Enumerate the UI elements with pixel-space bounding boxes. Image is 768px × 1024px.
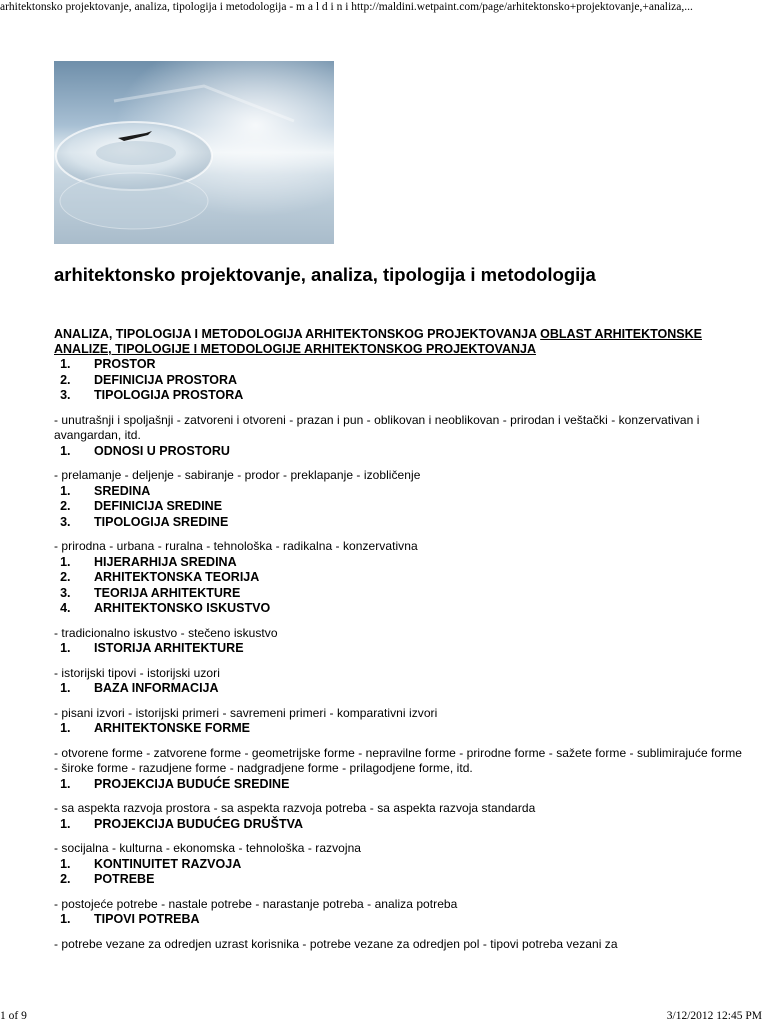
intro-heading-text: ANALIZA, TIPOLOGIJA I METODOLOGIJA ARHITEKTONSKOG PROJEKTOVANJA (54, 327, 541, 341)
list-item: 1. PROJEKCIJA BUDUĆE SREDINE (74, 777, 744, 793)
article-content (54, 262, 744, 952)
list-item: 2. DEFINICIJA PROSTORA (74, 373, 744, 389)
list-item: 1. PROJEKCIJA BUDUĆEG DRUŠTVA (74, 817, 744, 833)
list-item: 1. TIPOVI POTREBA (74, 912, 744, 928)
section-description: - tradicionalno iskustvo - stečeno iskustvo (54, 625, 278, 640)
section-description: - unutrašnji i spoljašnji - zatvoreni i otvoreni - prazan i pun - oblikovan i neoblikovan - prirodan i veštački - konzervativan i avangardan, itd. (54, 412, 700, 442)
inflatable-ring-photo (54, 61, 334, 244)
section-description: - prelamanje - deljenje - sabiranje - prodor - preklapanje - izobličenje (54, 468, 421, 482)
list-item: 1. ODNOSI U PROSTORU (74, 444, 744, 460)
list-item: 1. HIJERARHIJA SREDINA (74, 555, 744, 571)
list-item: 1. PROSTOR (74, 357, 744, 373)
list-item: 1. SREDINA (74, 484, 744, 500)
numbered-list (54, 817, 744, 833)
print-timestamp: 3/12/2012 12:45 PM (666, 1010, 762, 1022)
section-description: - istorijski tipovi - istorijski uzori (54, 665, 220, 680)
numbered-list (54, 641, 744, 657)
section-description: - potrebe vezane za odredjen uzrast korisnika - potrebe vezane za odredjen pol - tipovi potreba vezani za (54, 936, 618, 951)
page-title: arhitektonsko projektovanje, analiza, tipologija i metodologija (54, 264, 596, 285)
numbered-list (54, 912, 744, 928)
list-item: 3. TIPOLOGIJA PROSTORA (74, 388, 744, 404)
list-item: 3. TEORIJA ARHITEKTURE (74, 586, 744, 602)
numbered-list (54, 681, 744, 697)
numbered-list (54, 721, 744, 737)
numbered-list (54, 484, 744, 531)
list-item: 2. DEFINICIJA SREDINE (74, 499, 744, 515)
intro-heading (54, 327, 744, 357)
list-item: 2. ARHITEKTONSKA TEORIJA (74, 570, 744, 586)
page-number: 1 of 9 (0, 1010, 27, 1022)
section-description: - sa aspekta razvoja prostora - sa aspekta razvoja potreba - sa aspekta razvoja standarda (54, 801, 536, 815)
outline-sections (54, 357, 744, 952)
list-item: 1. BAZA INFORMACIJA (74, 681, 744, 697)
list-item: 2. POTREBE (74, 872, 744, 888)
numbered-list (54, 857, 744, 888)
numbered-list (54, 777, 744, 793)
list-item: 1. ARHITEKTONSKE FORME (74, 721, 744, 737)
section-description: - prirodna - urbana - ruralna - tehnološka - radikalna - konzervativna (54, 539, 418, 553)
list-item: 4. ARHITEKTONSKO ISKUSTVO (74, 601, 744, 617)
section-description: - socijalna - kulturna - ekonomska - tehnološka - razvojna (54, 841, 362, 855)
numbered-list (54, 357, 744, 404)
section-description: - pisani izvori - istorijski primeri - savremeni primeri - komparativni izvori (54, 705, 438, 720)
list-item: 3. TIPOLOGIJA SREDINE (74, 515, 744, 531)
numbered-list (54, 555, 744, 617)
hero-image (54, 61, 334, 244)
list-item: 1. KONTINUITET RAZVOJA (74, 857, 744, 873)
section-description: - otvorene forme - zatvorene forme - geometrijske forme - nepravilne forme - prirodne forme - sažete forme - sublimirajuće forme - široke forme - razudjene forme - nadgradjene forme - prilagodjene forme, itd. (54, 745, 742, 775)
list-item: 1. ISTORIJA ARHITEKTURE (74, 641, 744, 657)
print-footer (0, 1009, 768, 1024)
print-header: arhitektonsko projektovanje, analiza, tipologija i metodologija - m a l d i n i http://maldini.wetpaint.com/page/arhitektonsko+projektovanje,+analiza,... (0, 1, 693, 13)
numbered-list (54, 444, 744, 460)
intro-underlined-link[interactable]: OBLAST ARHITEKTONSKE ANALIZE, TIPOLOGIJE I METODOLOGIJE ARHITEKTONSKOG PROJEKTOVANJA (54, 327, 702, 356)
section-description: - postojeće potrebe - nastale potrebe - narastanje potreba - analiza potreba (54, 896, 458, 911)
